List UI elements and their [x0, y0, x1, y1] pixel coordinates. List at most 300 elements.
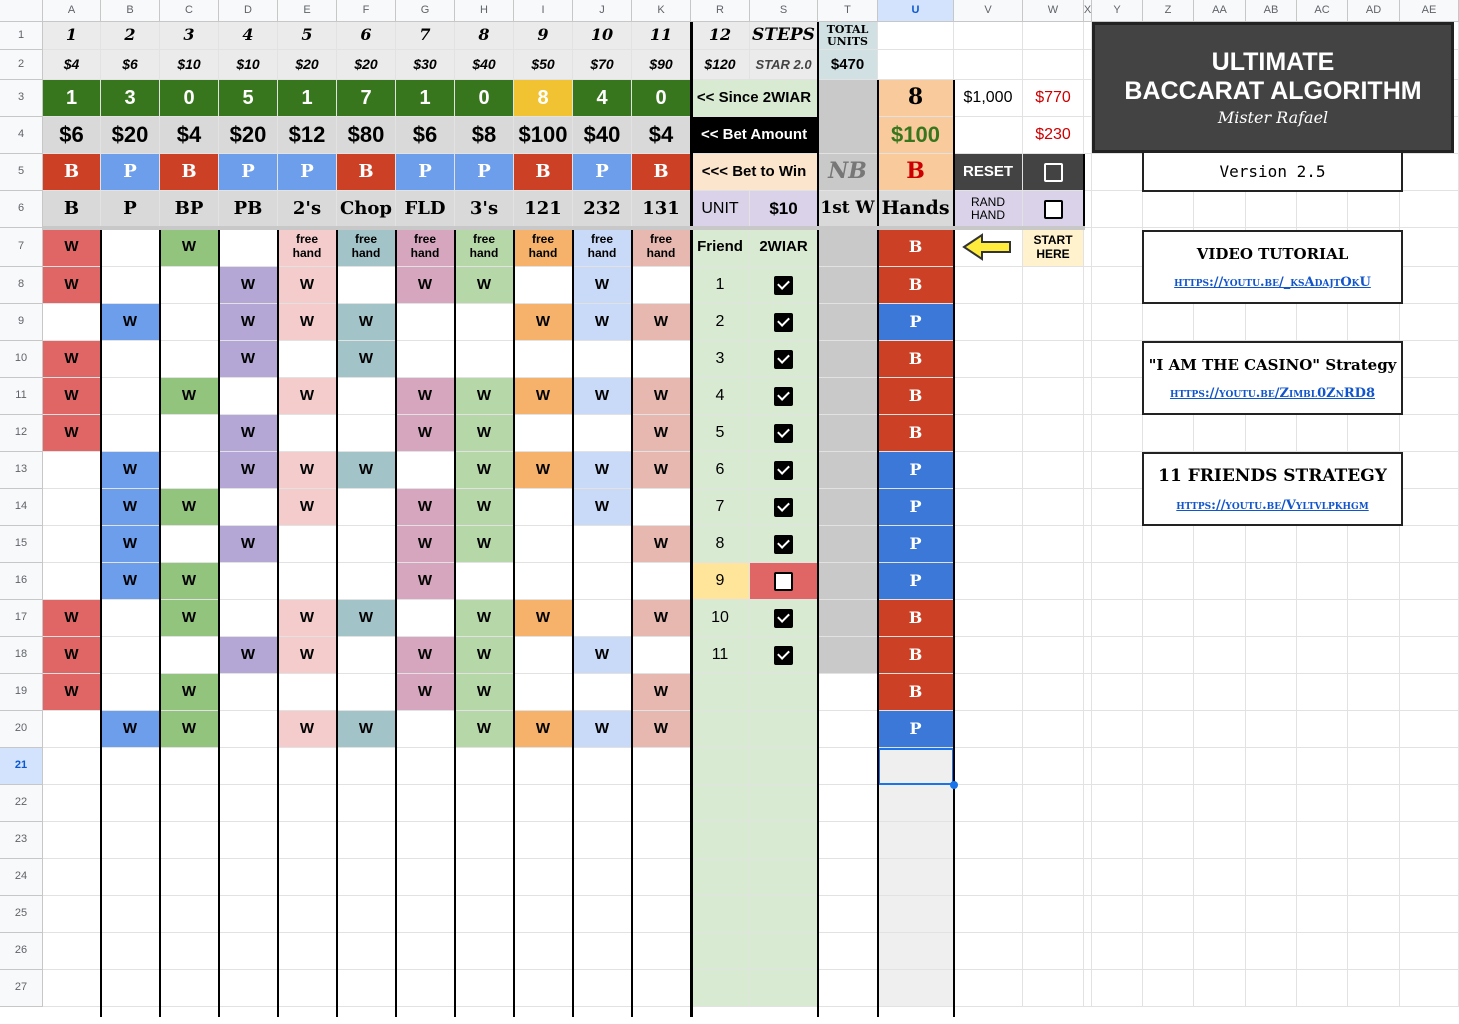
column-header-z[interactable]: Z [1143, 0, 1194, 22]
hand-result[interactable]: B [878, 674, 954, 711]
hand-result[interactable]: B [878, 378, 954, 415]
bet-to-win[interactable]: B [514, 154, 573, 191]
since-2wiar-count[interactable]: 1 [396, 80, 455, 117]
empty-cell[interactable] [691, 674, 750, 711]
empty-cell[interactable] [43, 304, 101, 341]
empty-cell[interactable] [1084, 859, 1092, 896]
friend-number[interactable]: 7 [691, 489, 750, 526]
win-marker[interactable]: W [160, 228, 219, 267]
empty-cell[interactable] [396, 970, 455, 1007]
empty-cell[interactable] [1084, 748, 1092, 785]
empty-cell[interactable] [1348, 711, 1400, 748]
empty-cell[interactable] [278, 785, 337, 822]
win-marker[interactable]: W [573, 452, 632, 489]
empty-cell[interactable] [455, 896, 514, 933]
empty-cell[interactable] [1092, 378, 1143, 415]
bet-to-win[interactable]: P [219, 154, 278, 191]
empty-cell[interactable] [455, 341, 514, 378]
empty-cell[interactable] [278, 748, 337, 785]
empty-cell[interactable] [1143, 563, 1194, 600]
bet-to-win[interactable]: P [455, 154, 514, 191]
empty-cell[interactable] [278, 896, 337, 933]
empty-cell[interactable] [1084, 304, 1092, 341]
empty-cell[interactable] [1348, 191, 1400, 228]
empty-cell[interactable] [878, 822, 954, 859]
row-header-24[interactable]: 24 [0, 859, 43, 896]
bet-amount[interactable]: $4 [632, 117, 691, 154]
empty-cell[interactable] [750, 933, 818, 970]
win-marker[interactable]: W [337, 452, 396, 489]
friend-number[interactable]: 10 [691, 600, 750, 637]
empty-cell[interactable] [1023, 711, 1084, 748]
empty-cell[interactable] [219, 785, 278, 822]
bet-to-win[interactable]: P [101, 154, 160, 191]
empty-cell[interactable] [954, 22, 1023, 50]
2wiar-checkbox-box[interactable] [774, 609, 793, 628]
empty-cell[interactable] [1246, 600, 1297, 637]
empty-cell[interactable] [573, 822, 632, 859]
empty-cell[interactable] [1348, 563, 1400, 600]
step-number[interactable]: 2 [101, 22, 160, 50]
empty-cell[interactable] [1023, 526, 1084, 563]
column-header-g[interactable]: G [396, 0, 455, 22]
win-marker[interactable]: W [573, 267, 632, 304]
empty-cell[interactable] [1194, 859, 1246, 896]
empty-cell[interactable] [1246, 896, 1297, 933]
free-hand-label[interactable]: free hand [455, 228, 514, 267]
empty-cell[interactable] [396, 711, 455, 748]
empty-cell[interactable] [514, 748, 573, 785]
empty-cell[interactable] [1084, 341, 1092, 378]
step-amount[interactable]: $50 [514, 50, 573, 80]
steps-title[interactable]: STEPS [750, 22, 818, 50]
selected-cell[interactable] [878, 748, 954, 785]
empty-cell[interactable] [1092, 674, 1143, 711]
empty-cell[interactable] [337, 896, 396, 933]
empty-cell[interactable] [1092, 267, 1143, 304]
empty-cell[interactable] [573, 859, 632, 896]
empty-cell[interactable] [1348, 600, 1400, 637]
2wiar-checkbox-box[interactable] [774, 572, 793, 591]
win-marker[interactable]: W [160, 674, 219, 711]
empty-cell[interactable] [1084, 80, 1092, 117]
empty-cell[interactable] [1297, 933, 1348, 970]
empty-cell[interactable] [1084, 600, 1092, 637]
empty-cell[interactable] [43, 526, 101, 563]
row-header-3[interactable]: 3 [0, 80, 43, 117]
row-header-12[interactable]: 12 [0, 415, 43, 452]
empty-cell[interactable] [101, 748, 160, 785]
empty-cell[interactable] [1023, 674, 1084, 711]
empty-cell[interactable] [101, 378, 160, 415]
empty-cell[interactable] [1084, 415, 1092, 452]
bet-amount[interactable]: $6 [43, 117, 101, 154]
empty-cell[interactable] [954, 341, 1023, 378]
bet-to-win[interactable]: B [337, 154, 396, 191]
empty-cell[interactable] [1246, 191, 1297, 228]
empty-cell[interactable] [1092, 637, 1143, 674]
empty-cell[interactable] [43, 563, 101, 600]
empty-cell[interactable] [1143, 304, 1194, 341]
row-header-2[interactable]: 2 [0, 50, 43, 80]
empty-cell[interactable] [1194, 785, 1246, 822]
u-since-value[interactable]: 8 [878, 80, 954, 117]
empty-cell[interactable] [632, 859, 691, 896]
nb-cell[interactable] [818, 489, 878, 526]
empty-cell[interactable] [514, 489, 573, 526]
empty-cell[interactable] [1092, 896, 1143, 933]
win-marker[interactable]: W [514, 600, 573, 637]
nb-cell[interactable] [818, 785, 878, 822]
select-all-corner[interactable] [0, 0, 43, 22]
empty-cell[interactable] [1400, 563, 1459, 600]
win-marker[interactable]: W [43, 600, 101, 637]
empty-cell[interactable] [43, 452, 101, 489]
column-header-s[interactable]: S [750, 0, 818, 22]
empty-cell[interactable] [954, 785, 1023, 822]
empty-cell[interactable] [1246, 304, 1297, 341]
empty-cell[interactable] [1092, 526, 1143, 563]
column-header-b[interactable]: B [101, 0, 160, 22]
empty-cell[interactable] [396, 304, 455, 341]
empty-cell[interactable] [954, 267, 1023, 304]
bet-amount[interactable]: $100 [514, 117, 573, 154]
win-marker[interactable]: W [455, 378, 514, 415]
empty-cell[interactable] [573, 415, 632, 452]
empty-cell[interactable] [1348, 970, 1400, 1007]
empty-cell[interactable] [573, 341, 632, 378]
empty-cell[interactable] [101, 859, 160, 896]
empty-cell[interactable] [514, 859, 573, 896]
column-header-y[interactable]: Y [1092, 0, 1143, 22]
empty-cell[interactable] [1297, 896, 1348, 933]
since-2wiar-count[interactable]: 1 [278, 80, 337, 117]
empty-cell[interactable] [1297, 859, 1348, 896]
empty-cell[interactable] [219, 563, 278, 600]
empty-cell[interactable] [750, 896, 818, 933]
empty-cell[interactable] [1092, 859, 1143, 896]
empty-cell[interactable] [1143, 526, 1194, 563]
empty-cell[interactable] [337, 748, 396, 785]
step-amount[interactable]: $6 [101, 50, 160, 80]
row-header-20[interactable]: 20 [0, 711, 43, 748]
empty-cell[interactable] [43, 970, 101, 1007]
empty-cell[interactable] [1400, 896, 1459, 933]
row-header-8[interactable]: 8 [0, 267, 43, 304]
empty-cell[interactable] [1246, 970, 1297, 1007]
empty-cell[interactable] [1092, 452, 1143, 489]
empty-cell[interactable] [101, 933, 160, 970]
empty-cell[interactable] [160, 526, 219, 563]
empty-cell[interactable] [1400, 341, 1459, 378]
2wiar-checkbox-box[interactable] [774, 313, 793, 332]
empty-cell[interactable] [954, 378, 1023, 415]
nb-cell[interactable] [818, 711, 878, 748]
empty-cell[interactable] [1348, 304, 1400, 341]
empty-cell[interactable] [1297, 415, 1348, 452]
empty-cell[interactable] [632, 563, 691, 600]
empty-cell[interactable] [219, 822, 278, 859]
rand-hand-checkbox[interactable] [1023, 191, 1084, 228]
win-marker[interactable]: W [573, 711, 632, 748]
empty-cell[interactable] [337, 563, 396, 600]
win-marker[interactable]: W [632, 415, 691, 452]
friend-number[interactable]: 8 [691, 526, 750, 563]
hand-result[interactable]: B [878, 415, 954, 452]
empty-cell[interactable] [1297, 191, 1348, 228]
row-header-4[interactable]: 4 [0, 117, 43, 154]
empty-cell[interactable] [1143, 674, 1194, 711]
win-marker[interactable]: W [632, 304, 691, 341]
column-header-w[interactable]: W [1023, 0, 1084, 22]
win-marker[interactable]: W [455, 674, 514, 711]
empty-cell[interactable] [1400, 933, 1459, 970]
step-number[interactable]: 6 [337, 22, 396, 50]
empty-cell[interactable] [1246, 822, 1297, 859]
empty-cell[interactable] [691, 933, 750, 970]
empty-cell[interactable] [691, 859, 750, 896]
bet-amount[interactable]: $6 [396, 117, 455, 154]
empty-cell[interactable] [101, 970, 160, 1007]
empty-cell[interactable] [219, 711, 278, 748]
win-marker[interactable]: W [455, 600, 514, 637]
empty-cell[interactable] [1143, 637, 1194, 674]
empty-cell[interactable] [396, 933, 455, 970]
win-marker[interactable]: W [396, 526, 455, 563]
casino-strategy-link[interactable]: https://youtu.be/Zimbl0ZnRD8 [1169, 385, 1376, 401]
empty-cell[interactable] [1297, 970, 1348, 1007]
empty-cell[interactable] [1023, 933, 1084, 970]
total-units-label[interactable]: TOTAL UNITS [818, 22, 878, 50]
bet-to-win[interactable]: B [632, 154, 691, 191]
empty-cell[interactable] [337, 267, 396, 304]
empty-cell[interactable] [750, 822, 818, 859]
empty-cell[interactable] [1400, 415, 1459, 452]
empty-cell[interactable] [514, 822, 573, 859]
empty-cell[interactable] [573, 970, 632, 1007]
since-2wiar-count[interactable]: 1 [43, 80, 101, 117]
nb-cell[interactable] [818, 674, 878, 711]
empty-cell[interactable] [1194, 415, 1246, 452]
empty-cell[interactable] [1092, 489, 1143, 526]
win-marker[interactable]: W [160, 563, 219, 600]
row-header-25[interactable]: 25 [0, 896, 43, 933]
win-marker[interactable]: W [396, 563, 455, 600]
empty-cell[interactable] [396, 341, 455, 378]
empty-cell[interactable] [632, 785, 691, 822]
empty-cell[interactable] [878, 785, 954, 822]
empty-cell[interactable] [160, 859, 219, 896]
strategy-name[interactable]: 131 [632, 191, 691, 228]
empty-cell[interactable] [954, 970, 1023, 1007]
empty-cell[interactable] [750, 785, 818, 822]
win-marker[interactable]: W [337, 600, 396, 637]
empty-cell[interactable] [632, 489, 691, 526]
win-marker[interactable]: W [43, 341, 101, 378]
empty-cell[interactable] [1092, 563, 1143, 600]
empty-cell[interactable] [1084, 228, 1092, 267]
bankroll-loss[interactable]: $230 [1023, 117, 1084, 154]
step-amount[interactable]: $40 [455, 50, 514, 80]
empty-cell[interactable] [573, 933, 632, 970]
win-marker[interactable]: W [455, 452, 514, 489]
empty-cell[interactable] [219, 378, 278, 415]
friends-strategy-link[interactable]: https://youtu.be/Vyltvlpkhgm [1176, 497, 1369, 513]
win-marker[interactable]: W [396, 415, 455, 452]
step-amount[interactable]: $70 [573, 50, 632, 80]
nb-cell[interactable] [818, 600, 878, 637]
empty-cell[interactable] [632, 267, 691, 304]
empty-cell[interactable] [632, 822, 691, 859]
hand-result[interactable]: B [878, 341, 954, 378]
empty-cell[interactable] [1297, 563, 1348, 600]
empty-cell[interactable] [1084, 267, 1092, 304]
empty-cell[interactable] [1084, 117, 1092, 154]
empty-cell[interactable] [396, 822, 455, 859]
empty-cell[interactable] [1194, 526, 1246, 563]
empty-cell[interactable] [1023, 970, 1084, 1007]
empty-cell[interactable] [514, 526, 573, 563]
empty-cell[interactable] [1143, 933, 1194, 970]
empty-cell[interactable] [1194, 748, 1246, 785]
empty-cell[interactable] [160, 896, 219, 933]
empty-cell[interactable] [1400, 228, 1459, 267]
row-header-6[interactable]: 6 [0, 191, 43, 228]
empty-cell[interactable] [1194, 711, 1246, 748]
empty-cell[interactable] [219, 896, 278, 933]
empty-cell[interactable] [337, 637, 396, 674]
win-marker[interactable]: W [160, 600, 219, 637]
nb-cell[interactable] [818, 822, 878, 859]
column-header-e[interactable]: E [278, 0, 337, 22]
empty-cell[interactable] [219, 489, 278, 526]
win-marker[interactable]: W [160, 489, 219, 526]
empty-cell[interactable] [455, 785, 514, 822]
empty-cell[interactable] [1143, 785, 1194, 822]
empty-cell[interactable] [1084, 526, 1092, 563]
empty-cell[interactable] [954, 674, 1023, 711]
2wiar-checkbox[interactable] [750, 489, 818, 526]
hand-result[interactable]: P [878, 452, 954, 489]
empty-cell[interactable] [278, 822, 337, 859]
empty-cell[interactable] [1400, 711, 1459, 748]
empty-cell[interactable] [954, 896, 1023, 933]
empty-cell[interactable] [219, 933, 278, 970]
empty-cell[interactable] [337, 822, 396, 859]
2wiar-checkbox-box[interactable] [774, 350, 793, 369]
empty-cell[interactable] [573, 674, 632, 711]
win-marker[interactable]: W [219, 526, 278, 563]
empty-cell[interactable] [1092, 970, 1143, 1007]
win-marker[interactable]: W [278, 378, 337, 415]
win-marker[interactable]: W [632, 378, 691, 415]
nb-cell[interactable] [818, 228, 878, 267]
step-number[interactable]: 10 [573, 22, 632, 50]
empty-cell[interactable] [1400, 785, 1459, 822]
win-marker[interactable]: W [101, 304, 160, 341]
win-marker[interactable]: W [455, 526, 514, 563]
fill-handle[interactable] [950, 781, 958, 789]
step-number[interactable]: 3 [160, 22, 219, 50]
column-header-t[interactable]: T [818, 0, 878, 22]
empty-cell[interactable] [337, 415, 396, 452]
empty-cell[interactable] [1297, 711, 1348, 748]
strategy-name[interactable]: FLD [396, 191, 455, 228]
empty-cell[interactable] [1194, 933, 1246, 970]
win-marker[interactable]: W [43, 674, 101, 711]
column-header-j[interactable]: J [573, 0, 632, 22]
empty-cell[interactable] [691, 785, 750, 822]
2wiar-checkbox-box[interactable] [774, 646, 793, 665]
empty-cell[interactable] [632, 970, 691, 1007]
win-marker[interactable]: W [43, 267, 101, 304]
empty-cell[interactable] [1348, 637, 1400, 674]
win-marker[interactable]: W [396, 489, 455, 526]
empty-cell[interactable] [278, 526, 337, 563]
empty-cell[interactable] [878, 22, 954, 50]
empty-cell[interactable] [514, 267, 573, 304]
empty-cell[interactable] [1400, 267, 1459, 304]
2wiar-checkbox-box[interactable] [774, 276, 793, 295]
empty-cell[interactable] [954, 526, 1023, 563]
empty-cell[interactable] [160, 452, 219, 489]
empty-cell[interactable] [455, 822, 514, 859]
empty-cell[interactable] [455, 970, 514, 1007]
empty-cell[interactable] [691, 970, 750, 1007]
win-marker[interactable]: W [43, 637, 101, 674]
empty-cell[interactable] [278, 859, 337, 896]
friend-number[interactable]: 6 [691, 452, 750, 489]
win-marker[interactable]: W [278, 600, 337, 637]
2wiar-checkbox-box[interactable] [774, 535, 793, 554]
empty-cell[interactable] [1023, 22, 1084, 50]
empty-cell[interactable] [1297, 674, 1348, 711]
nb-cell[interactable] [818, 748, 878, 785]
empty-cell[interactable] [1348, 933, 1400, 970]
empty-cell[interactable] [1297, 304, 1348, 341]
empty-cell[interactable] [101, 228, 160, 267]
empty-cell[interactable] [1084, 452, 1092, 489]
nb-cell[interactable] [818, 452, 878, 489]
nb-cell[interactable] [818, 415, 878, 452]
empty-cell[interactable] [750, 748, 818, 785]
empty-cell[interactable] [1194, 822, 1246, 859]
bet-to-win[interactable]: P [396, 154, 455, 191]
win-marker[interactable]: W [632, 674, 691, 711]
empty-cell[interactable] [1092, 341, 1143, 378]
hand-result[interactable]: B [878, 228, 954, 267]
empty-cell[interactable] [396, 859, 455, 896]
column-header-i[interactable]: I [514, 0, 573, 22]
nb-cell[interactable] [818, 637, 878, 674]
empty-cell[interactable] [43, 785, 101, 822]
empty-cell[interactable] [750, 711, 818, 748]
win-marker[interactable]: W [514, 378, 573, 415]
empty-cell[interactable] [101, 822, 160, 859]
empty-cell[interactable] [455, 304, 514, 341]
empty-cell[interactable] [1143, 970, 1194, 1007]
column-header-ac[interactable]: AC [1297, 0, 1348, 22]
since-2wiar-count[interactable]: 0 [632, 80, 691, 117]
empty-cell[interactable] [1023, 304, 1084, 341]
win-marker[interactable]: W [632, 452, 691, 489]
empty-cell[interactable] [1246, 785, 1297, 822]
empty-cell[interactable] [750, 674, 818, 711]
win-marker[interactable]: W [219, 452, 278, 489]
friend-number[interactable]: 11 [691, 637, 750, 674]
row-header-5[interactable]: 5 [0, 154, 43, 191]
row-header-23[interactable]: 23 [0, 822, 43, 859]
